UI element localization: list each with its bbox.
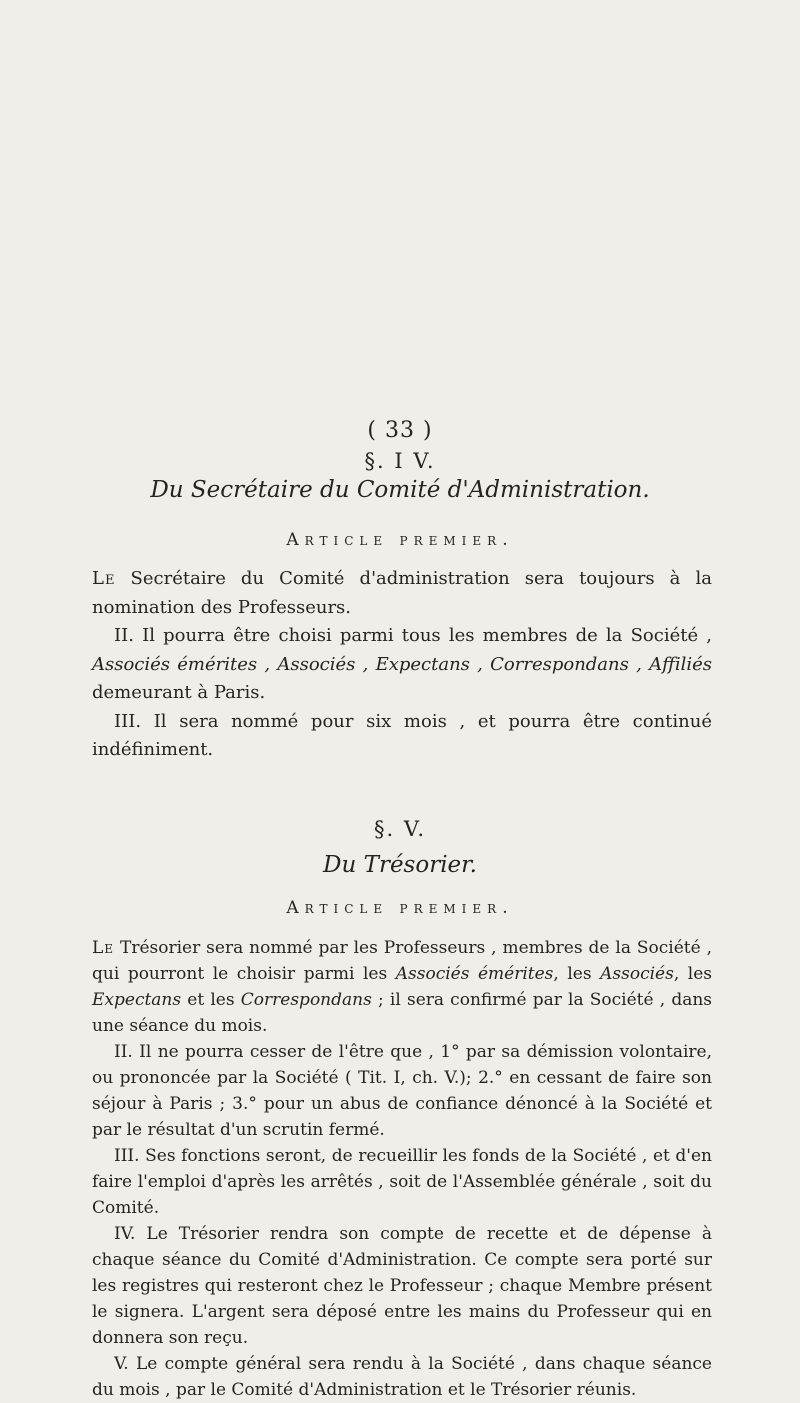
italic-text: Expectans bbox=[92, 990, 182, 1010]
paragraph bbox=[92, 565, 712, 622]
paragraph-text: ; il sera confirmé par la Société , dans une séance du mois. bbox=[92, 990, 713, 1036]
italic-text: Associés bbox=[600, 964, 674, 984]
paragraph-text: demeurant à Paris. bbox=[92, 682, 266, 703]
article-label-2: Article premier. bbox=[286, 898, 514, 918]
section-title-tresorier: Du Trésorier. bbox=[323, 852, 477, 878]
paragraph: III. Il sera nommé pour six mois , et pourra être continué indéfiniment. bbox=[92, 710, 712, 760]
section-heading-iv: §. I V. bbox=[364, 449, 436, 473]
paragraph-text: et les bbox=[187, 990, 235, 1010]
paragraph bbox=[92, 622, 712, 708]
italic-text: Correspondans bbox=[240, 990, 372, 1010]
italic-text: Associés émérites , Associés , Expectans , Correspondans , Affiliés bbox=[92, 653, 712, 675]
section-1-body bbox=[92, 565, 712, 765]
paragraph-text: Secrétaire du Comité d'administration sera toujours à la nomination des Professeurs. bbox=[92, 568, 712, 618]
paragraph: II. Il ne pourra cesser de l'être que , 1° par sa démission volontaire, ou prononcée par la Société ( Tit. I, ch. V.); 2.° en cessant de faire son séjour à Paris ; 3.° pour un abus de confiance dénoncé à la Société et par le résultat d'un scrutin fermé. bbox=[92, 1042, 712, 1140]
paragraph-text: , les bbox=[673, 964, 712, 984]
paragraph bbox=[92, 935, 712, 1039]
paragraph: III. Ses fonctions seront, de recueillir les fonds de la Société , et d'en faire l'emploi d'après les arrêtés , soit de l'Assemblée générale , soit du Comité. bbox=[92, 1146, 712, 1218]
paragraph: V. Le compte général sera rendu à la Société , dans chaque séance du mois , par le Comité d'Administration et le Trésorier réunis. bbox=[92, 1354, 712, 1400]
paragraph-text: Trésorier sera nommé par les Professeurs , membres de la Société , qui pourront le choisir parmi les bbox=[92, 938, 713, 984]
section-2-body bbox=[92, 935, 712, 1403]
article-label-1: Article premier. bbox=[286, 530, 514, 550]
lead-word: Le bbox=[92, 568, 116, 589]
paragraph-text: , les bbox=[553, 964, 592, 984]
italic-text: Associés émérites bbox=[395, 964, 554, 984]
section-title-secretaire: Du Secrétaire du Comité d'Administration. bbox=[150, 477, 650, 503]
page-number: ( 33 ) bbox=[367, 418, 433, 443]
lead-word: Le bbox=[92, 938, 115, 958]
paragraph: IV. Le Trésorier rendra son compte de recette et de dépense à chaque séance du Comité d'Administration. Ce compte sera porté sur les registres qui resteront chez le Professeur ; chaque Membre présent le signera. L'argent sera déposé entre les mains du Professeur qui en donnera son reçu. bbox=[92, 1224, 712, 1348]
section-heading-v: §. V. bbox=[373, 817, 427, 841]
paragraph-text: II. Il pourra être choisi parmi tous les membres de la Société , bbox=[114, 625, 712, 646]
